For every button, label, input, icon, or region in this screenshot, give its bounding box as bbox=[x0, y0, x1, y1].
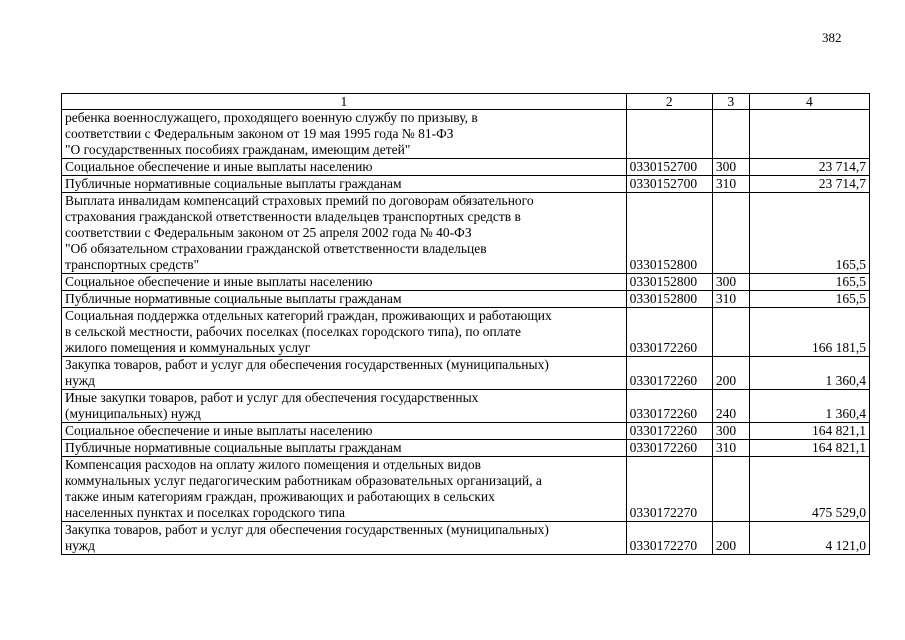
table-row bbox=[62, 176, 870, 193]
row-code: 0330172260 bbox=[626, 423, 712, 440]
row-code: 0330172260 bbox=[626, 308, 712, 357]
row-type: 300 bbox=[712, 423, 749, 440]
row-name: Социальная поддержка отдельных категорий граждан, проживающих и работающих в сельской местности, рабочих поселках (поселках городского типа), по оплате жилого помещения и коммунальных услуг bbox=[62, 308, 627, 357]
table-header-row bbox=[62, 94, 870, 110]
row-name: Закупка товаров, работ и услуг для обеспечения государственных (муниципальных) нужд bbox=[62, 522, 627, 555]
table-row bbox=[62, 274, 870, 291]
row-amount bbox=[749, 110, 869, 159]
table-row bbox=[62, 110, 870, 159]
row-code: 0330152800 bbox=[626, 274, 712, 291]
column-header-4: 4 bbox=[749, 94, 869, 110]
row-name: Социальное обеспечение и иные выплаты населению bbox=[62, 274, 627, 291]
row-type bbox=[712, 110, 749, 159]
row-type: 200 bbox=[712, 357, 749, 390]
table-row bbox=[62, 159, 870, 176]
row-name: Выплата инвалидам компенсаций страховых премий по договорам обязательного страхования гражданской ответственности владельцев транспортных средств в соответствии с Федеральным законом от 25 апреля 2002 года № 40-ФЗ "Об обязательном страховании гражданской ответственности владельцев транспортных средств" bbox=[62, 193, 627, 274]
row-code: 0330172270 bbox=[626, 457, 712, 522]
row-type: 300 bbox=[712, 274, 749, 291]
row-code: 0330172260 bbox=[626, 390, 712, 423]
row-code bbox=[626, 110, 712, 159]
row-type: 310 bbox=[712, 176, 749, 193]
row-type: 310 bbox=[712, 440, 749, 457]
column-header-2: 2 bbox=[626, 94, 712, 110]
row-amount: 165,5 bbox=[749, 193, 869, 274]
row-amount: 1 360,4 bbox=[749, 390, 869, 423]
row-code: 0330152700 bbox=[626, 159, 712, 176]
table-row bbox=[62, 291, 870, 308]
row-amount: 164 821,1 bbox=[749, 423, 869, 440]
budget-table bbox=[61, 93, 870, 555]
row-amount: 166 181,5 bbox=[749, 308, 869, 357]
row-name: ребенка военнослужащего, проходящего военную службу по призыву, в соответствии с Федеральным законом от 19 мая 1995 года № 81-ФЗ "О государственных пособиях гражданам, имеющим детей" bbox=[62, 110, 627, 159]
row-name: Компенсация расходов на оплату жилого помещения и отдельных видов коммунальных услуг педагогическим работникам образовательных организаций, а также иным категориям граждан, проживающих и работающих в сельских населенных пунктах и поселках городского типа bbox=[62, 457, 627, 522]
page-number: 382 bbox=[822, 30, 842, 45]
row-amount: 23 714,7 bbox=[749, 159, 869, 176]
row-type: 300 bbox=[712, 159, 749, 176]
row-amount: 4 121,0 bbox=[749, 522, 869, 555]
row-code: 0330172260 bbox=[626, 357, 712, 390]
row-name: Закупка товаров, работ и услуг для обеспечения государственных (муниципальных) нужд bbox=[62, 357, 627, 390]
table-row bbox=[62, 423, 870, 440]
column-header-3: 3 bbox=[712, 94, 749, 110]
row-name: Социальное обеспечение и иные выплаты населению bbox=[62, 159, 627, 176]
row-code: 0330172270 bbox=[626, 522, 712, 555]
row-code: 0330172260 bbox=[626, 440, 712, 457]
row-code: 0330152700 bbox=[626, 176, 712, 193]
row-amount: 164 821,1 bbox=[749, 440, 869, 457]
row-amount: 165,5 bbox=[749, 274, 869, 291]
row-type bbox=[712, 457, 749, 522]
row-type: 310 bbox=[712, 291, 749, 308]
row-name: Публичные нормативные социальные выплаты гражданам bbox=[62, 440, 627, 457]
row-code: 0330152800 bbox=[626, 291, 712, 308]
table-row bbox=[62, 440, 870, 457]
row-amount: 1 360,4 bbox=[749, 357, 869, 390]
row-name: Публичные нормативные социальные выплаты гражданам bbox=[62, 291, 627, 308]
table-row bbox=[62, 308, 870, 357]
table-row bbox=[62, 457, 870, 522]
row-type bbox=[712, 193, 749, 274]
row-amount: 475 529,0 bbox=[749, 457, 869, 522]
row-amount: 23 714,7 bbox=[749, 176, 869, 193]
row-name: Социальное обеспечение и иные выплаты населению bbox=[62, 423, 627, 440]
row-name: Публичные нормативные социальные выплаты гражданам bbox=[62, 176, 627, 193]
table-row bbox=[62, 522, 870, 555]
column-header-1: 1 bbox=[62, 94, 627, 110]
row-type: 200 bbox=[712, 522, 749, 555]
row-name: Иные закупки товаров, работ и услуг для обеспечения государственных (муниципальных) нужд bbox=[62, 390, 627, 423]
row-type: 240 bbox=[712, 390, 749, 423]
row-type bbox=[712, 308, 749, 357]
table-row bbox=[62, 390, 870, 423]
table-row bbox=[62, 357, 870, 390]
table-row bbox=[62, 193, 870, 274]
row-code: 0330152800 bbox=[626, 193, 712, 274]
row-amount: 165,5 bbox=[749, 291, 869, 308]
